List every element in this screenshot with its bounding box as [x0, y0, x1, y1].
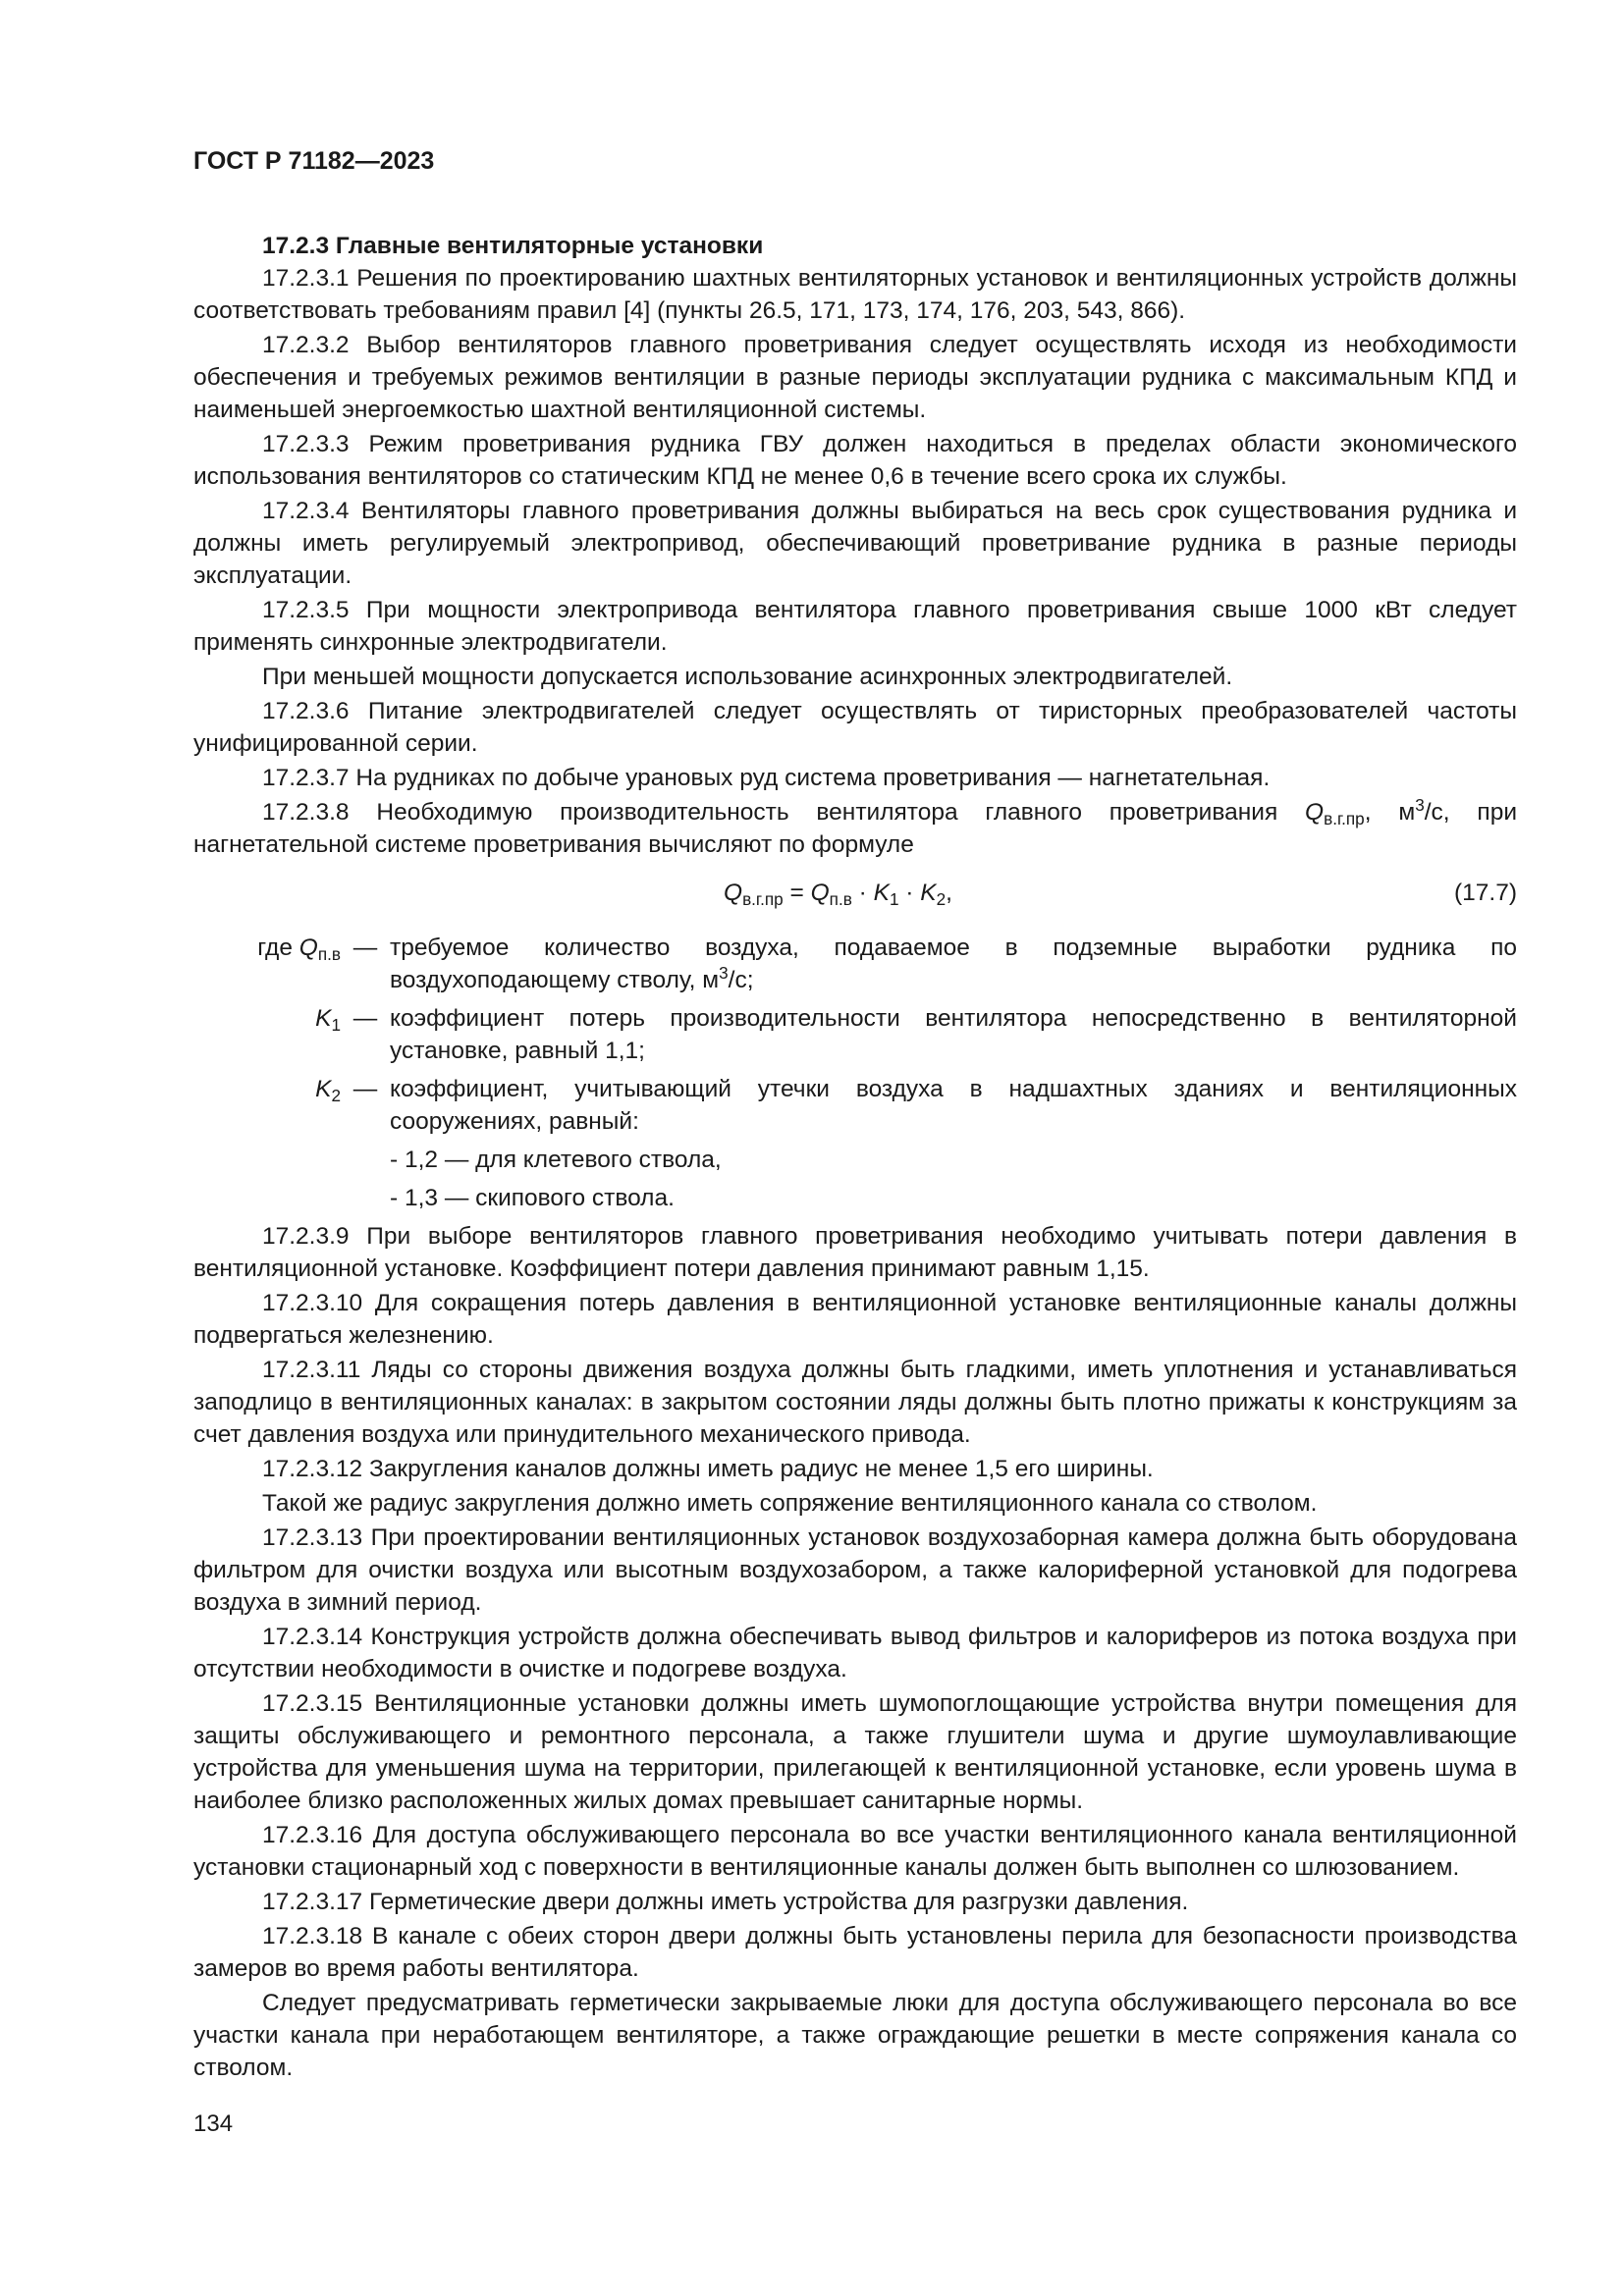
- dash: —: [352, 1076, 378, 1102]
- paragraph: 17.2.3.7 На рудниках по добыче урановых руд система проветривания — нагнетательная.: [262, 765, 1271, 791]
- formula-q-sub: п.в: [829, 889, 852, 909]
- definition-symbol: [193, 1002, 341, 1067]
- definition-text: [390, 932, 1517, 996]
- paragraph: Такой же радиус закругления должно иметь сопряжение вентиляционного канала со стволом.: [262, 1490, 1318, 1517]
- formula-q: Q: [810, 880, 830, 906]
- paragraph: 17.2.3.17 Герметические двери должны иметь устройства для разгрузки давления.: [262, 1889, 1189, 1915]
- paragraph: 17.2.3.15 Вентиляционные установки должны иметь шумопоглощающие устройства внутри помещения для защиты обслуживающего и ремонтного персонала, а также глушители шума и другие шумоулавливающие устройства для уменьшения шума на территории, прилегающей к вентиляционной установке, если уровень шума в наиболее близко расположенных жилых домах превышает санитарные нормы.: [193, 1690, 1517, 1814]
- page-number: 134: [193, 2110, 234, 2137]
- unit-superscript: 3: [719, 963, 729, 983]
- dash: —: [352, 934, 378, 961]
- definition-symbol: [193, 932, 341, 996]
- formula-k2: K: [920, 880, 937, 906]
- where-label: где: [257, 934, 299, 961]
- paragraph: 17.2.3.18 В канале с обеих сторон двери должны быть установлены перила для безопасности производства замеров во время работы вентилятора.: [193, 1923, 1517, 1982]
- formula-k2-sub: 2: [936, 889, 947, 909]
- paragraph: 17.2.3.3 Режим проветривания рудника ГВУ должен находиться в пределах области экономического использования вентиляторов со статическим КПД не менее 0,6 в течение всего срока их службы.: [193, 431, 1517, 490]
- formula-dot: ·: [898, 880, 921, 906]
- paragraph: 17.2.3.11 Ляды со стороны движения воздуха должны быть гладкими, иметь уплотнения и устанавливаться заподлицо в вентиляционных каналах: в закрытом состоянии ляды должны быть плотно прижаты к конструкциям за счет давления воздуха или принудительного механического привода.: [193, 1357, 1517, 1448]
- symbol: K: [315, 1005, 332, 1032]
- definition-option: - 1,2 — для клетевого ствола,: [390, 1147, 722, 1173]
- definition-item: [193, 932, 1517, 996]
- paragraph: 17.2.3.14 Конструкция устройств должна обеспечивать вывод фильтров и калориферов из потока воздуха при отсутствии необходимости в очистке и подогреве воздуха.: [193, 1624, 1517, 1682]
- paragraph: 17.2.3.10 Для сокращения потерь давления в вентиляционной установке вентиляционные каналы должны подвергаться железнению.: [193, 1290, 1517, 1349]
- definition-text: коэффициент потерь производительности вентилятора непосредственно в вентиляторной установке, равный 1,1;: [390, 1005, 1517, 1064]
- definition-text: коэффициент, учитывающий утечки воздуха в надшахтных зданиях и вентиляционных сооружениях, равный:: [390, 1076, 1517, 1135]
- q-subscript: в.г.пр: [1324, 809, 1365, 828]
- formula-number: (17.7): [1453, 880, 1517, 906]
- dash: —: [352, 1005, 378, 1032]
- formula-dot: ·: [851, 880, 874, 906]
- formula-k1: K: [873, 880, 890, 906]
- paragraph: 17.2.3.1 Решения по проектированию шахтных вентиляторных установок и вентиляционных устройств должны соответствовать требованиям правил [4] (пункты 26.5, 171, 173, 174, 176, 203, 543, 866).: [193, 265, 1517, 324]
- paragraph: 17.2.3.16 Для доступа обслуживающего персонала во все участки вентиляционного канала вентиляционной установки стационарный ход с поверхности в вентиляционные каналы должен быть выполнен со шлюзованием.: [193, 1822, 1517, 1881]
- text: 17.2.3.8 Необходимую производительность вентилятора главного проветривания: [262, 799, 1306, 826]
- symbol: Q: [298, 934, 318, 961]
- paragraph: 17.2.3.5 При мощности электропривода вентилятора главного проветривания свыше 1000 кВт следует применять синхронные электродвигатели.: [193, 597, 1517, 656]
- document-page: [193, 147, 1517, 2086]
- symbol-sub: п.в: [317, 944, 341, 964]
- document-code-header: ГОСТ Р 71182—2023: [193, 147, 435, 175]
- definition-symbol: [193, 1073, 341, 1138]
- paragraph: При меньшей мощности допускается использование асинхронных электродвигателей.: [262, 664, 1233, 690]
- q-symbol: Q: [1305, 799, 1325, 826]
- text: , м: [1364, 799, 1416, 826]
- text: /с;: [728, 967, 754, 993]
- text: требуемое количество воздуха, подаваемое в подземные выработки рудника по воздухоподающему стволу, м: [390, 934, 1517, 993]
- symbol: K: [315, 1076, 332, 1102]
- definition-option: - 1,3 — скипового ствола.: [390, 1185, 675, 1211]
- paragraph: 17.2.3.9 При выборе вентиляторов главного проветривания необходимо учитывать потери давления в вентиляционной установке. Коэффициент потери давления принимают равным 1,15.: [193, 1223, 1517, 1282]
- formula-tail: ,: [946, 880, 952, 906]
- definition-item: [193, 1073, 1517, 1138]
- paragraph: 17.2.3.2 Выбор вентиляторов главного проветривания следует осуществлять исходя из необходимости обеспечения и требуемых режимов вентиляции в разные периоды эксплуатации рудника с максимальным КПД и наименьшей энергоемкостью шахтной вентиляционной системы.: [193, 332, 1517, 423]
- definitions-list: [193, 932, 1517, 1214]
- paragraph: 17.2.3.6 Питание электродвигателей следует осуществлять от тиристорных преобразователей частоты унифицированной серии.: [193, 698, 1517, 757]
- formula-equals: =: [783, 880, 811, 906]
- paragraph: Следует предусматривать герметически закрываемые люки для доступа обслуживающего персонала во все участки канала при неработающем вентиляторе, а также ограждающие решетки в месте сопряжения канала со стволом.: [193, 1990, 1517, 2081]
- formula: [724, 877, 952, 909]
- unit-superscript: 3: [1415, 795, 1425, 815]
- formula-row: [193, 871, 1517, 922]
- formula-lhs-sub: в.г.пр: [742, 889, 784, 909]
- formula-lhs: Q: [724, 880, 743, 906]
- symbol-sub: 2: [331, 1086, 341, 1105]
- text: /с, при нагнетательной системе проветривания вычисляют по формуле: [193, 799, 1518, 858]
- paragraph-formula-intro: [193, 796, 1517, 861]
- formula-k1-sub: 1: [889, 889, 899, 909]
- section-heading: 17.2.3 Главные вентиляторные установки: [262, 233, 764, 259]
- symbol-sub: 1: [331, 1015, 341, 1035]
- paragraph: 17.2.3.13 При проектировании вентиляционных установок воздухозаборная камера должна быть оборудована фильтром для очистки воздуха или высотным воздухозабором, а также калориферной установкой для подогрева воздуха в зимний период.: [193, 1524, 1517, 1616]
- definition-item: [193, 1002, 1517, 1067]
- paragraph: 17.2.3.12 Закругления каналов должны иметь радиус не менее 1,5 его ширины.: [262, 1456, 1154, 1482]
- paragraph: 17.2.3.4 Вентиляторы главного проветривания должны выбираться на весь срок существования рудника и должны иметь регулируемый электропривод, обеспечивающий проветривание рудника в разные периоды эксплуатации.: [193, 498, 1517, 589]
